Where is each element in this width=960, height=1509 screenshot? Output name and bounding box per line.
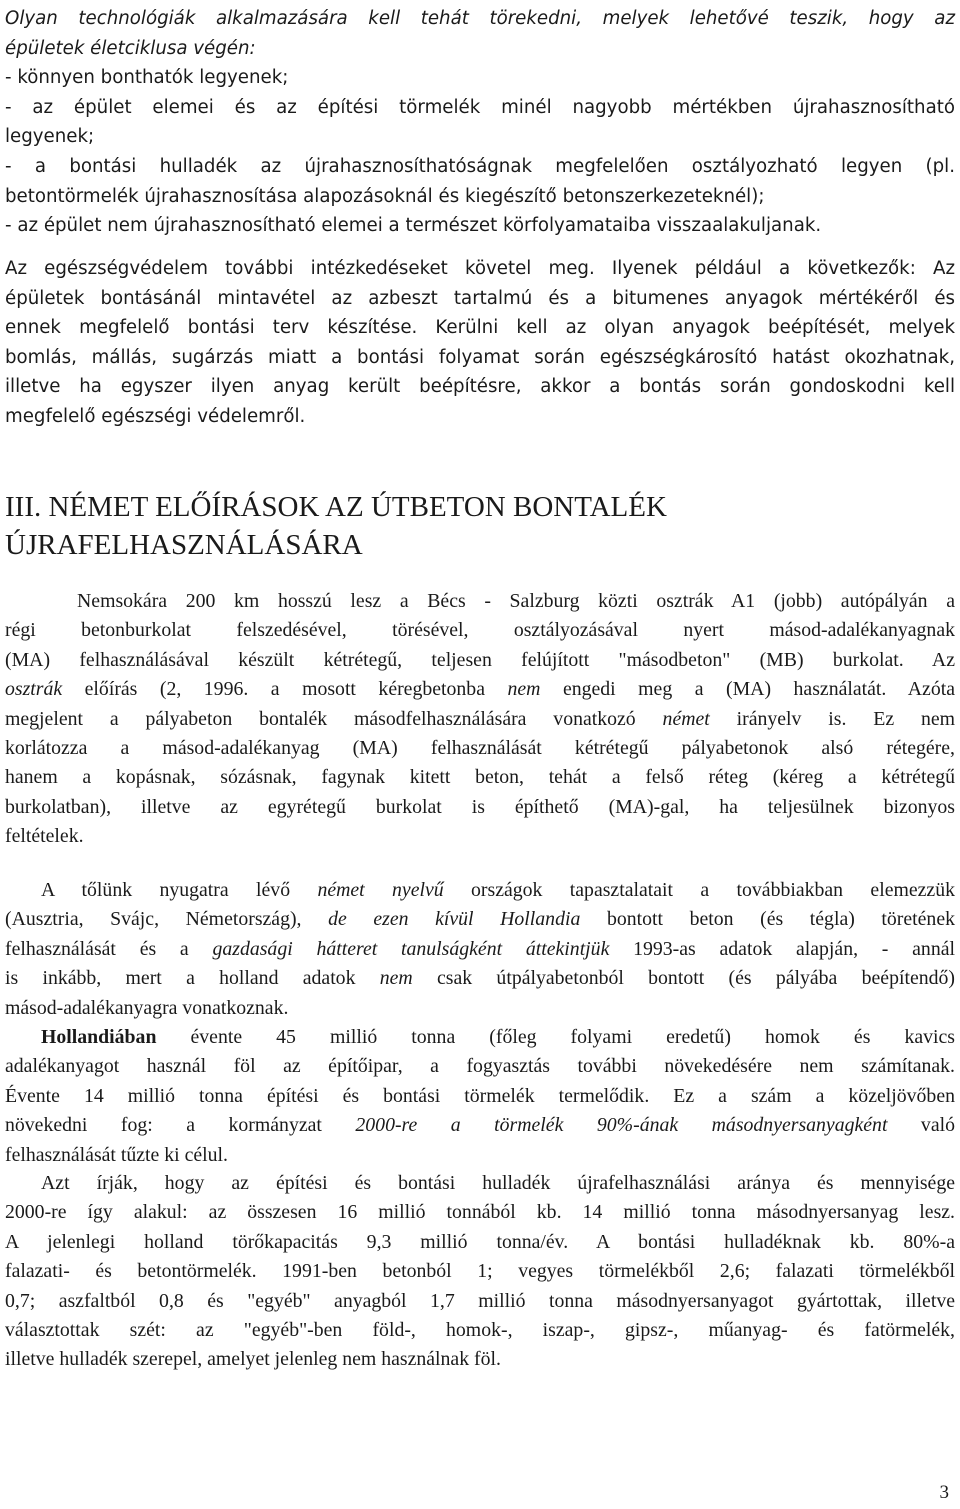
text-line <box>5 876 955 905</box>
health-protection-paragraph <box>5 254 955 432</box>
text-run: felhasználását és a <box>5 937 213 960</box>
netherlands-paragraph <box>5 1023 955 1170</box>
text-line: (MA) felhasználásával készült kétrétegű, teljesen felújított "másodbeton" (MB) burkolat. Az <box>5 648 955 671</box>
text-run: évente 45 millió tonna (főleg folyami eredetű) homok és kavics <box>156 1026 955 1048</box>
italic-text: de ezen kívül Hollandia <box>328 908 581 931</box>
heading-line: ÚJRAFELHASZNÁLÁSÁRA <box>5 529 363 561</box>
text-line: bomlás, mállás, sugárzás miatt a bontási folyamat során egészségkárosító hatást okozhatnak, <box>5 346 955 368</box>
text-line: adalékanyagot használ föl az építőipar, a fogyasztás további növekedésére nem számítanak. <box>5 1055 955 1078</box>
document-page <box>5 0 955 1509</box>
text-run: 1993-as adatok alapján, - annál <box>609 937 955 960</box>
text-line: megfelelő egészségi védelemről. <box>5 405 306 427</box>
text-line: 0,7; aszfaltból 0,8 és "egyéb" anyagból 1,7 millió tonna másodnyersanyagot gyártottak, illetve <box>5 1289 955 1312</box>
text-line: 2000-re így alakul: az összesen 16 millió tonnából kb. 14 millió tonna másodnyersanyag lesz. <box>5 1201 955 1224</box>
text-run: való <box>887 1114 955 1137</box>
italic-text: 2000-re a törmelék 90%-ának másodnyersanyagként <box>355 1114 888 1137</box>
text-line: régi betonburkolat felszedésével, törésével, osztályozásával nyert másod-adalékanyagnak <box>5 619 955 642</box>
section-heading <box>5 488 667 564</box>
list-item: - a bontási hulladék az újrahasznosíthatóságnak megfelelően osztályozható legyen (pl. <box>5 155 955 177</box>
text-run: megjelent a pályabeton bontalék másodfelhasználására vonatkozó <box>5 707 663 730</box>
text-run: engedi meg a (MA) használatát. Azóta <box>540 678 955 701</box>
list-item: - könnyen bonthatók legyenek; <box>5 67 289 89</box>
text-line: falazati- és betontörmelék. 1991-ben betonból 1; vegyes törmelékből 2,6; falazati törmelékből <box>5 1260 955 1283</box>
text-line <box>5 705 955 734</box>
text-line: Azt írják, hogy az építési és bontási hulladék újrafelhasználási aránya és mennyisége <box>41 1172 955 1194</box>
text-line <box>5 1111 955 1140</box>
italic-text: német <box>662 707 710 730</box>
text-line <box>5 935 955 964</box>
text-line: feltételek. <box>5 825 84 848</box>
german-countries-paragraph <box>5 876 955 1023</box>
text-line <box>5 905 955 934</box>
list-item: - az épület nem újrahasznosítható elemei a természet körfolyamataiba visszaalakuljanak. <box>5 215 822 237</box>
text-line: választottak szét: az "egyéb"-ben föld-, homok-, iszap-, gipsz-, műanyag- és fatörmelék, <box>5 1319 955 1342</box>
italic-text: nem <box>507 678 541 701</box>
italic-text: gazdasági hátteret tanulságként áttekintjük <box>212 937 610 960</box>
text-run: bontott beton (és tégla) töretének <box>580 908 955 931</box>
text-run: irányelv is. Ez nem <box>709 707 955 730</box>
italic-text: osztrák <box>5 678 63 701</box>
heading-line: III. NÉMET ELŐÍRÁSOK AZ ÚTBETON BONTALÉK <box>5 491 667 523</box>
text-line: Olyan technológiák alkalmazására kell tehát törekedni, melyek lehetővé teszik, hogy az <box>5 8 955 29</box>
text-line: betontörmelék újrahasznosítása alapozásoknál és kiegészítő betonszerkezeteknél); <box>5 185 765 207</box>
text-line: illetve ha egyszer ilyen anyag került beépítésre, akkor a bontás során gondoskodni kell <box>5 376 955 398</box>
text-line: burkolatban), illetve az egyrétegű burkolat is építhető (MA)-gal, ha teljesülnek bizonyos <box>5 795 955 818</box>
text-line: épületek életciklusa végén: <box>5 37 256 59</box>
text-run: országok tapasztalatait a továbbiakban elemezzük <box>443 879 955 901</box>
text-line: legyenek; <box>5 126 95 148</box>
text-line: illetve hulladék szerepel, amelyet jelenleg nem használnak föl. <box>5 1348 501 1371</box>
italic-text: nem <box>379 967 413 990</box>
text-line <box>5 964 955 993</box>
bold-text: Hollandiában <box>41 1026 157 1048</box>
text-run: előírás (2, 1996. a mosott kéregbetonba <box>62 678 508 701</box>
italic-text: német nyelvű <box>317 879 444 901</box>
text-line <box>5 675 955 704</box>
austrian-highway-paragraph <box>5 587 955 852</box>
text-run: is inkább, mert a holland adatok <box>5 967 380 990</box>
text-run: (Ausztria, Svájc, Németország), <box>5 908 329 931</box>
text-line: korlátozza a másod-adalékanyag (MA) felhasználását kétrétegű pályabetonok alsó rétegére, <box>5 737 955 760</box>
list-item: - az épület elemei és az építési törmelék minél nagyobb mértékben újrahasznosítható <box>5 96 955 118</box>
recycling-stats-paragraph <box>5 1169 955 1375</box>
text-line: Nemsokára 200 km hosszú lesz a Bécs - Salzburg közti osztrák A1 (jobb) autópályán a <box>77 590 955 612</box>
text-run: A tőlünk nyugatra lévő <box>41 879 318 901</box>
text-line: épületek bontásánál mintavétel az azbeszt tartalmú és a bitumenes anyagok mértékéről és <box>5 287 955 309</box>
text-line: másod-adalékanyagra vonatkoznak. <box>5 996 289 1019</box>
text-run: növekedni fog: a kormányzat <box>5 1114 356 1137</box>
intro-list-block <box>5 4 955 241</box>
text-line: hanem a kopásnak, sózásnak, fagynak kitett beton, tehát a felső réteg (kéreg a kétrétegű <box>5 766 955 789</box>
text-line <box>5 1023 955 1052</box>
text-line: ennek megfelelő bontási terv készítése. Kerülni kell az olyan anyagok beépítését, melyek <box>5 317 955 339</box>
text-line: A jelenlegi holland törőkapacitás 9,3 millió tonna/év. A bontási hulladéknak kb. 80%-a <box>5 1230 955 1253</box>
page-number: 3 <box>939 1482 949 1503</box>
text-line: felhasználását tűzte ki célul. <box>5 1143 228 1166</box>
text-run: csak útpályabetonból bontott (és pályába beépítendő) <box>412 967 955 990</box>
text-line: Évente 14 millió tonna építési és bontási törmelék termelődik. Ez a szám a közeljövőben <box>5 1084 955 1107</box>
text-line: Az egészségvédelem további intézkedéseket követel meg. Ilyenek például a következők: Az <box>5 258 955 279</box>
